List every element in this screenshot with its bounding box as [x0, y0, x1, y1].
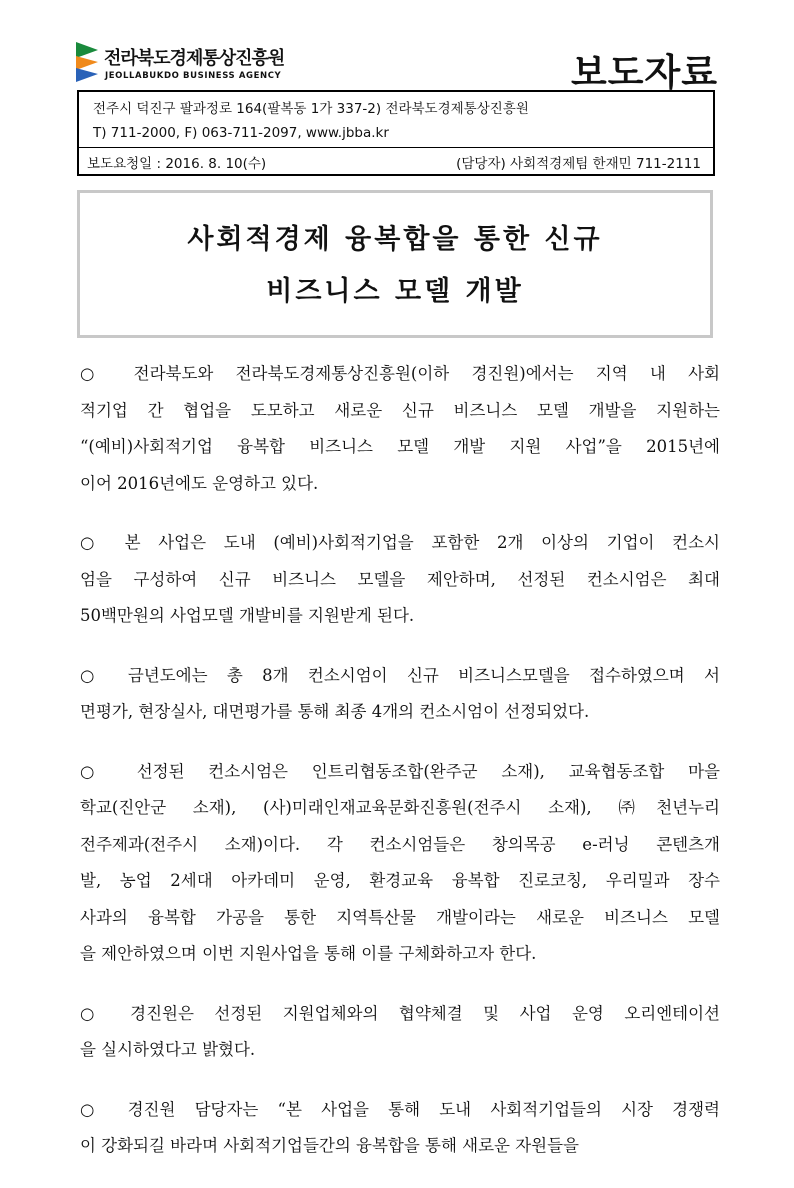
headline-line-1: 사회적경제 융복합을 통한 신규: [187, 224, 603, 255]
headline-box: [77, 190, 713, 338]
paragraph-line: ○ 선정된 컨소시엄은 인트리협동조합(완주군 소재), 교육협동조합 마을: [80, 761, 720, 781]
paragraph-line: 전주제과(전주시 소재)이다. 각 컨소시엄들은 창의목공 e-러닝 콘텐츠개: [80, 834, 720, 854]
paragraph-line: 발, 농업 2세대 아카데미 운영, 환경교육 융복합 진로코칭, 우리밀과 장수: [80, 871, 720, 890]
body-paragraph: [80, 996, 720, 1069]
org-name-english: JEOLLABUKDO BUSINESS AGENCY: [105, 71, 282, 81]
paragraph-line: 적기업 간 협업을 도모하고 새로운 신규 비즈니스 모델 개발을 지원하는: [80, 400, 720, 420]
paragraph-line: ○ 금년도에는 총 8개 컨소시엄이 신규 비즈니스모델을 접수하였으며 서: [80, 665, 720, 685]
paragraph-line: 학교(진안군 소재), (사)미래인재교육문화진흥원(전주시 소재), ㈜천년누리: [80, 798, 720, 817]
org-address: 전주시 덕진구 팔과정로 164(팔복동 1가 337-2) 전라북도경제통상진흥원: [93, 101, 529, 117]
paragraph-line: ○ 전라북도와 전라북도경제통상진흥원(이하 경진원)에서는 지역 내 사회: [80, 364, 720, 383]
paragraph-line: 이 강화되길 바라며 사회적기업들간의 융복합을 통해 새로운 자원들을: [80, 1136, 579, 1155]
paragraph-line: 이어 2016년에도 운영하고 있다.: [80, 473, 319, 493]
release-request-date: 보도요청일 : 2016. 8. 10(수): [87, 156, 267, 172]
org-phone-fax-web: T) 711-2000, F) 063-711-2097, www.jbba.kr: [93, 125, 389, 141]
paragraph-line: ○ 본 사업은 도내 (예비)사회적기업을 포함한 2개 이상의 기업이 컨소시: [80, 533, 720, 552]
body-paragraph: [80, 658, 720, 731]
body-paragraph: [80, 525, 720, 635]
info-divider: [79, 147, 713, 148]
paragraph-line: ○ 경진원은 선정된 지원업체와의 협약체결 및 사업 운영 오리엔테이션: [80, 1003, 720, 1023]
paragraph-line: 엄을 구성하여 신규 비즈니스 모델을 제안하며, 선정된 컨소시엄은 최대: [80, 569, 720, 589]
person-in-charge: (담당자) 사회적경제팀 한재민 711-2111: [456, 156, 701, 172]
paragraph-line: ○ 경진원 담당자는 “본 사업을 통해 도내 사회적기업들의 시장 경쟁력: [80, 1099, 720, 1119]
paragraph-line: 50백만원의 사업모델 개발비를 지원받게 된다.: [80, 606, 415, 625]
paragraph-line: 을 실시하였다고 밝혔다.: [80, 1040, 256, 1059]
paragraph-line: “(예비)사회적기업 융복합 비즈니스 모델 개발 지원 사업”을 2015년에: [80, 437, 720, 456]
paragraph-line: 을 제안하였으며 이번 지원사업을 통해 이를 구체화하고자 한다.: [80, 944, 537, 963]
paragraph-line: 사과의 융복합 가공을 통한 지역특산물 개발이라는 새로운 비즈니스 모델: [80, 907, 720, 927]
body-paragraph: [80, 356, 720, 502]
document-type-label: 보도자료: [571, 51, 718, 94]
body-paragraph: [80, 1092, 720, 1165]
org-logo: [74, 38, 324, 88]
org-name-korean: 전라북도경제통상진흥원: [104, 48, 285, 69]
press-release-body: [80, 356, 720, 1188]
org-logo-mark-icon: [74, 40, 100, 84]
headline-line-2: 비즈니스 모델 개발: [266, 276, 524, 307]
paragraph-line: 면평가, 현장실사, 대면평가를 통해 최종 4개의 컨소시엄이 선정되었다.: [80, 702, 590, 721]
body-paragraph: [80, 754, 720, 973]
contact-info-box: [77, 90, 715, 176]
